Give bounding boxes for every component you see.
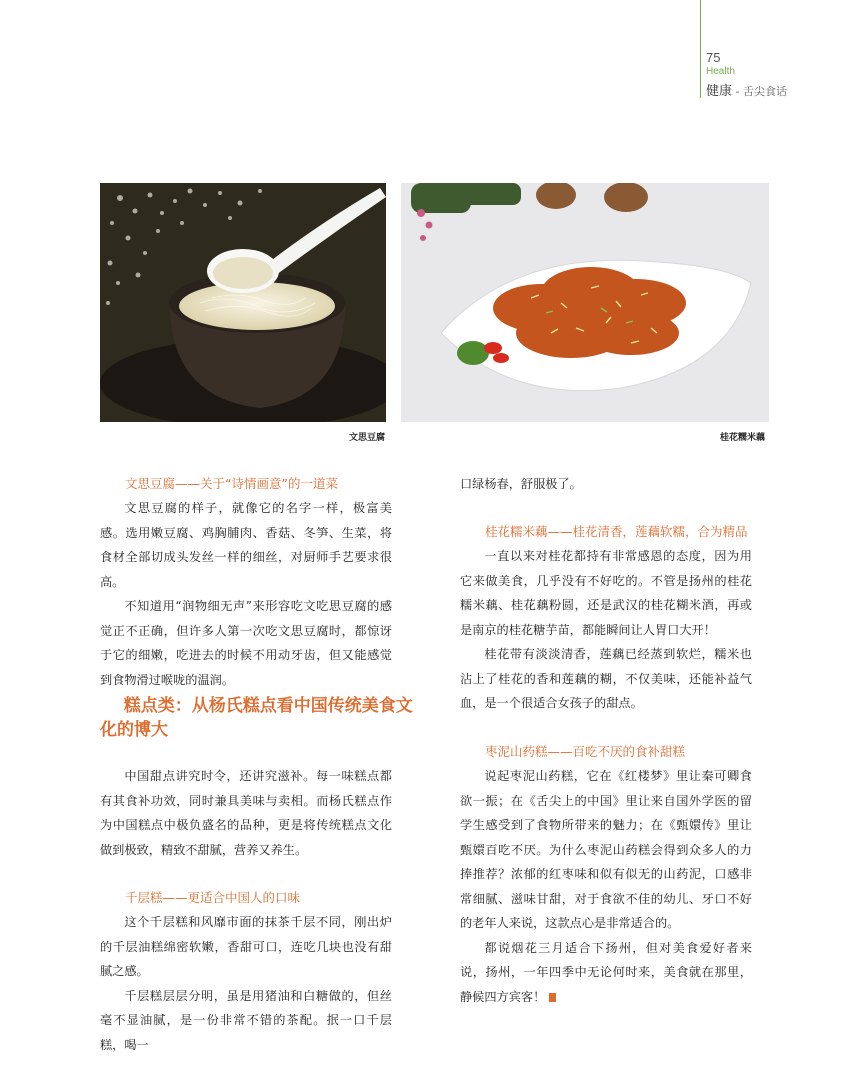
wensi-tofu-illustration <box>100 183 386 422</box>
paragraph-continuation: 口绿杨春，舒服极了。 <box>460 477 582 491</box>
subheading-wensi-tofu: 文思豆腐——关于“诗情画意”的一道菜 <box>125 476 338 491</box>
page-number: 75 <box>706 50 721 65</box>
subcategory-label: 舌尖食话 <box>742 85 787 98</box>
main-heading-pastries: 糕点类：从杨氏糕点看中国传统美食文化的博大 <box>100 696 413 740</box>
left-column-pastries <box>100 764 392 862</box>
subheading-thousand-layer-cake: 千层糕——更适合中国人的口味 <box>125 890 301 905</box>
photo-caption-osmanthus-lotus-root: 桂花糯米藕 <box>720 433 766 443</box>
photo-caption-wensi-tofu: 文思豆腐 <box>349 433 386 443</box>
end-mark-icon <box>549 993 556 1002</box>
paragraph: 这个千层糕和风靡市面的抹茶千层不同，刚出炉的千层油糕绵密软嫩，香甜可口，连吃几块也没有甜腻之感。 <box>100 915 392 978</box>
left-column-thousand-layer <box>100 886 392 1057</box>
right-column-jujube <box>460 740 752 1009</box>
final-paragraph-text: 都说烟花三月适合下扬州，但对美食爱好者来说，扬州，一年四季中无论何时来，美食就在那里，静候四方宾客！ <box>460 940 752 1004</box>
section-label <box>706 80 787 99</box>
paragraph-final <box>460 936 752 1010</box>
osmanthus-lotus-root-photo <box>401 183 769 422</box>
wensi-tofu-photo <box>100 183 386 422</box>
osmanthus-lotus-root-illustration <box>401 183 769 422</box>
header-divider-line <box>700 0 701 98</box>
right-column-osmanthus <box>460 520 752 716</box>
paragraph: 不知道用“润物细无声”来形容吃文吃思豆腐的感觉正不正确，但许多人第一次吃文思豆腐时，都惊讶于它的细嫩，吃进去的时候不用动牙齿，但又能感觉到食物滑过喉咙的温润。 <box>100 599 392 687</box>
left-column-top <box>100 472 392 692</box>
paragraph: 桂花带有淡淡清香，莲藕已经蒸到软烂，糯米也沾上了桂花的香和莲藕的糊，不仅美味，还能补益气血，是一个很适合女孩子的甜点。 <box>460 647 752 710</box>
category-english: Health <box>706 66 735 77</box>
paragraph: 说起枣泥山药糕，它在《红楼梦》里让秦可卿食欲一振；在《舌尖上的中国》里让来自国外学医的留学生感受到了食物所带来的魅力；在《甄嬛传》里让甄嬛百吃不厌。为什么枣泥山药糕会得到众多人的力捧推荐？浓郁的红枣味和似有似无的山药泥，口感非常细腻、滋味甘甜，对于食欲不佳的幼儿、牙口不好的老年人来说，这款点心是非常适合的。 <box>460 769 752 930</box>
section-separator: - <box>732 85 743 98</box>
category-chinese: 健康 <box>706 84 733 99</box>
subheading-osmanthus-lotus-root: 桂花糯米藕——桂花清香，莲藕软糯，合为精品 <box>485 524 748 539</box>
right-column-continuation <box>460 472 752 497</box>
paragraph: 文思豆腐的样子，就像它的名字一样，极富美感。选用嫩豆腐、鸡胸脯肉、香菇、冬笋、生菜，将食材全部切成头发丝一样的细丝，对厨师手艺要求很高。 <box>100 501 392 589</box>
subheading-jujube-yam-cake: 枣泥山药糕——百吃不厌的食补甜糕 <box>485 744 686 759</box>
paragraph: 一直以来对桂花都持有非常感恩的态度，因为用它来做美食，几乎没有不好吃的。不管是扬州的桂花糯米藕、桂花藕粉圆，还是武汉的桂花糊米酒，再或是南京的桂花糖芋苗，都能瞬间让人胃口大开！ <box>460 549 752 637</box>
paragraph: 千层糕层层分明，虽是用猪油和白糖做的，但丝毫不显油腻，是一份非常不错的茶配。抿一口千层糕，喝一 <box>100 988 392 1052</box>
paragraph: 中国甜点讲究时令，还讲究滋补。每一味糕点都有其食补功效，同时兼具美味与卖相。而杨氏糕点作为中国糕点中极负盛名的品种，更是将传统糕点文化做到极致，精致不甜腻，营养又养生。 <box>100 769 392 857</box>
